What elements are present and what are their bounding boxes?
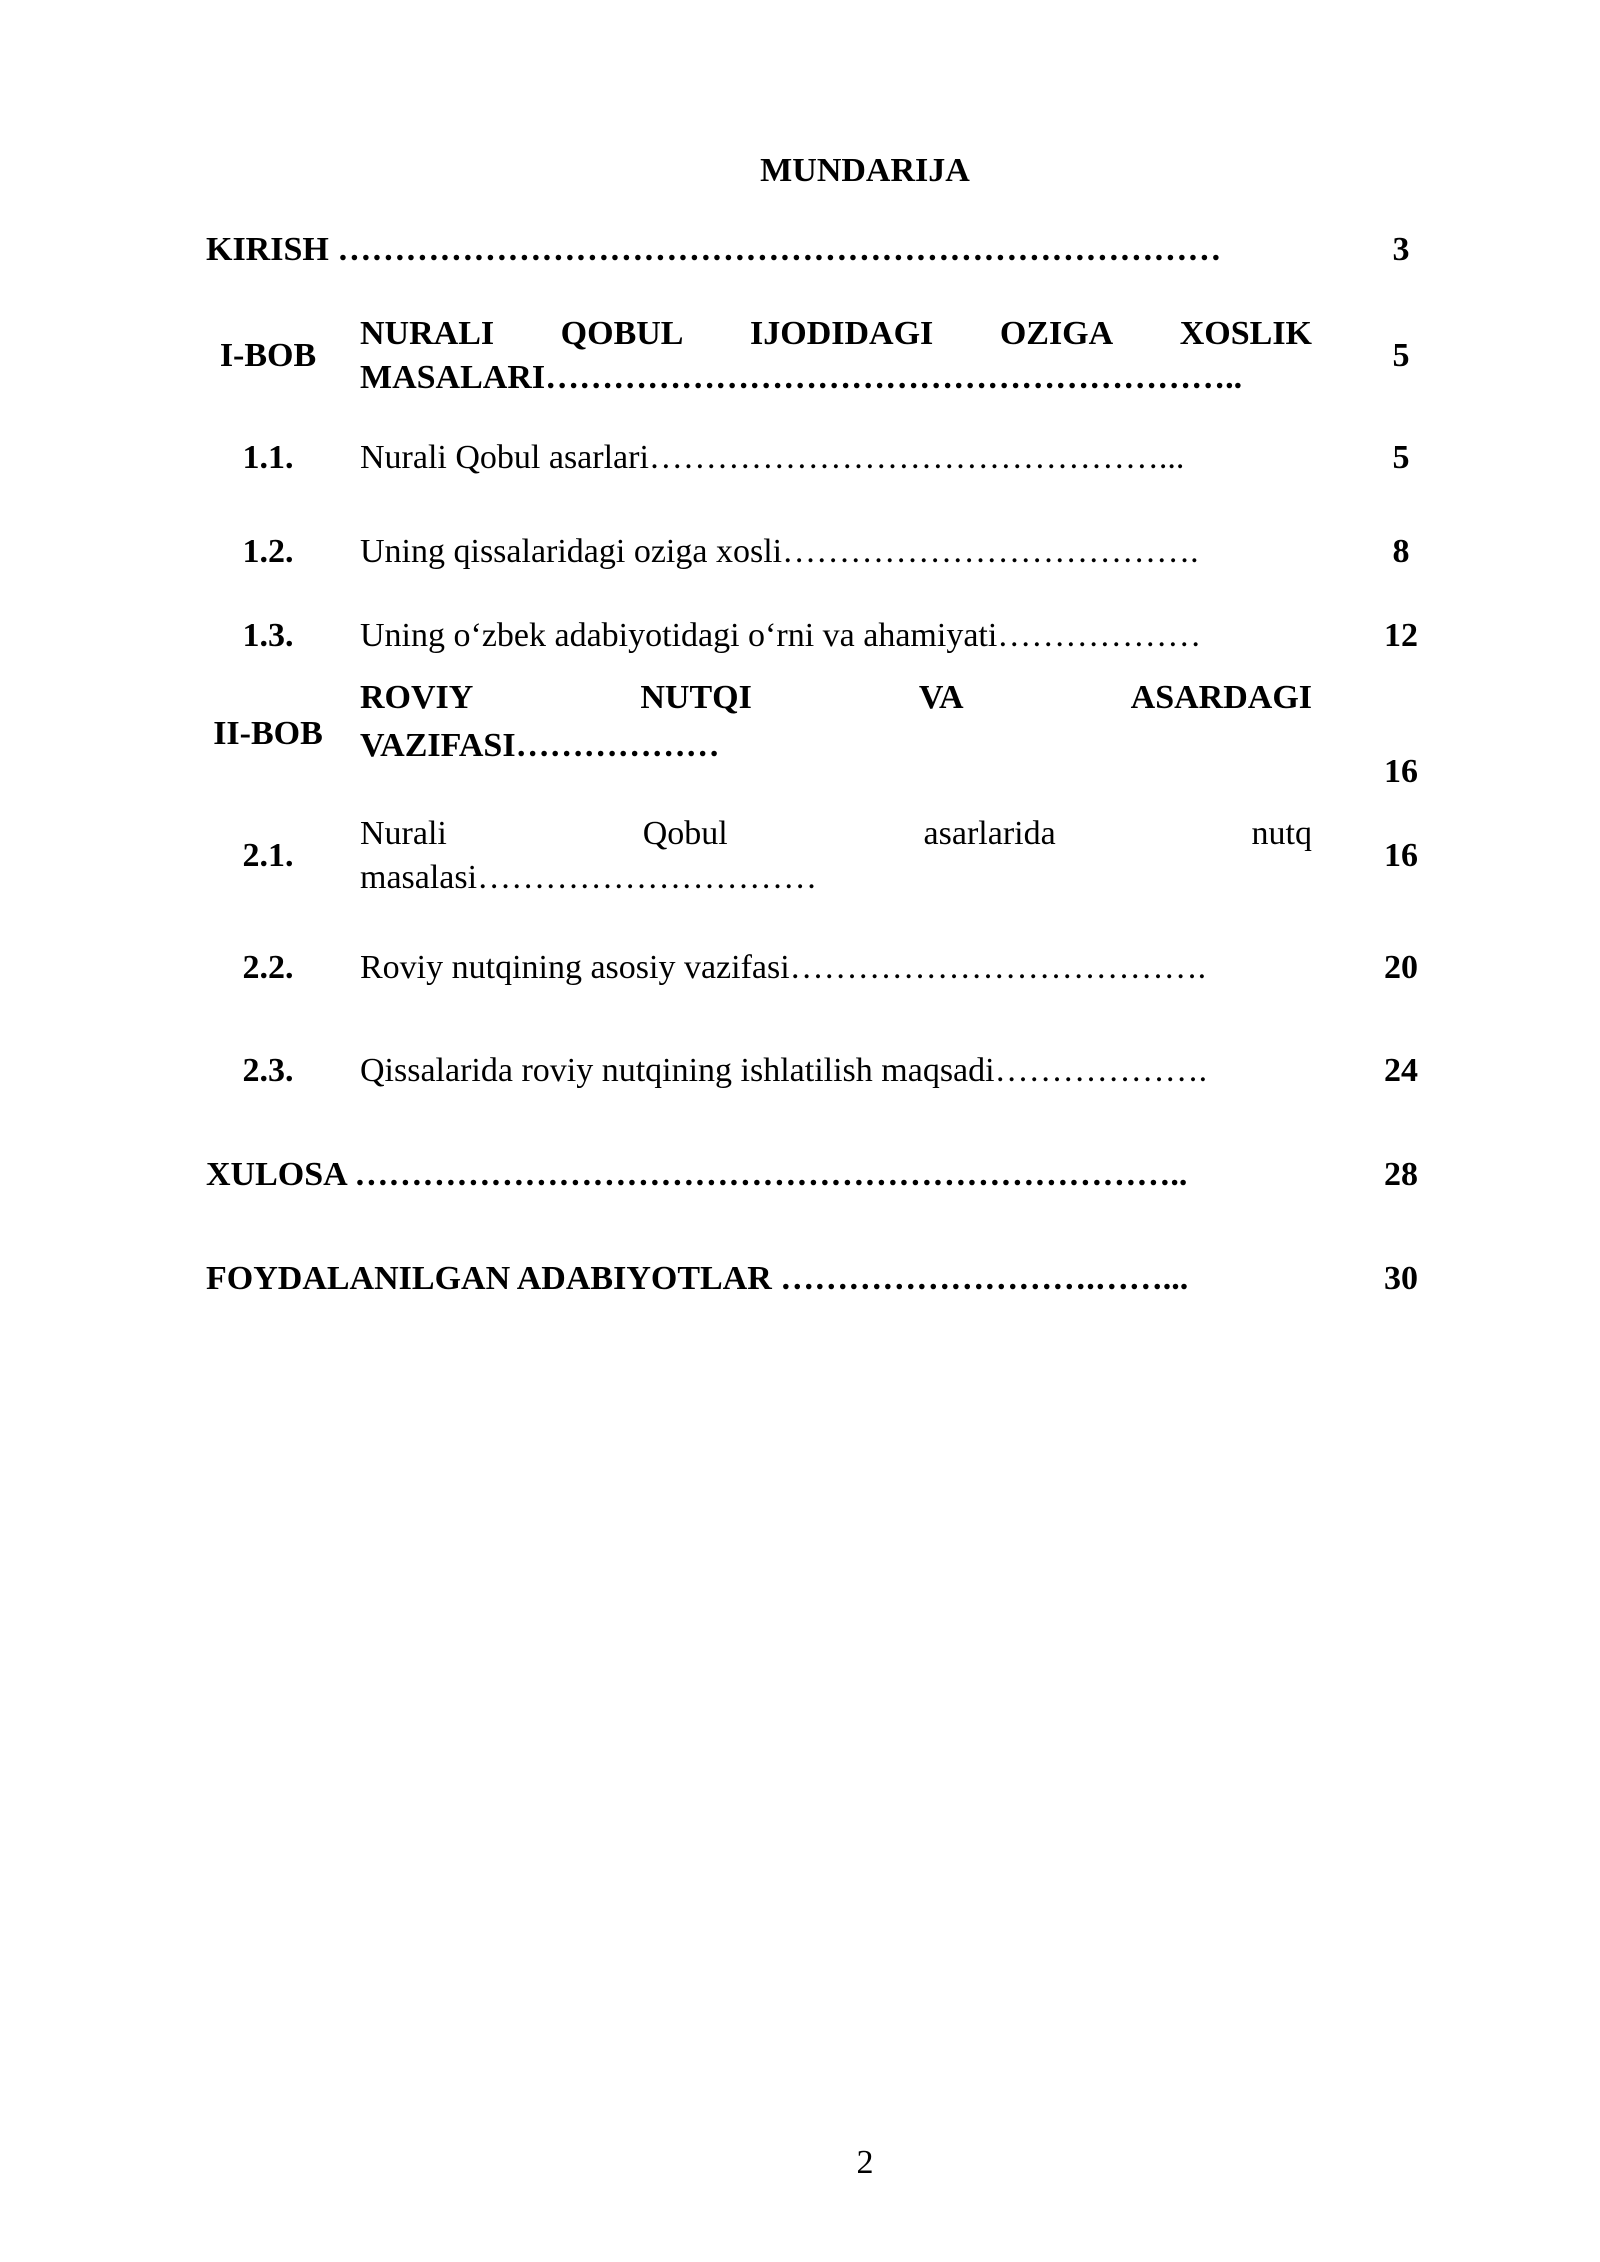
page-number: 2 [856,2144,874,2181]
toc-label: KIRISH [206,231,329,268]
toc-page-number: 3 [1392,231,1410,268]
toc-section-number: 2.2. [242,949,294,986]
toc-entry-chapter-1[interactable] [206,312,1416,400]
toc-page-number: 16 [1384,753,1418,790]
toc-section-number: 1.3. [242,617,294,654]
toc-section-number: 2.1. [242,837,294,874]
toc-entry-2-1[interactable] [206,812,1416,900]
toc-entry-chapter-2[interactable] [206,676,1416,796]
toc-section-title: Roviy nutqining asosiy vazifasi………………………………. [360,949,1207,986]
toc-page-number: 5 [1392,439,1410,476]
toc-page-number: 5 [1392,337,1410,374]
toc-dots: ……………………….……... [771,1260,1189,1297]
toc-section-number: 1.1. [242,439,294,476]
toc-page-number: 30 [1384,1260,1418,1297]
toc-label: XULOSA [206,1156,346,1193]
toc-chapter-title: ROVIY NUTQI VA ASARDAGI VAZIFASI……………… [360,679,1312,764]
toc-section-title: Uning o‘zbek adabiyotidagi o‘rni va ahamiyati……………… [360,617,1202,654]
toc-section-title: Uning qissalaridagi oziga xosli………………………………. [360,533,1199,570]
toc-section-title: Qissalarida roviy nutqining ishlatilish maqsadi………………. [360,1052,1208,1089]
toc-page-number: 8 [1392,533,1410,570]
toc-dots: ……………………………………………………………….. [345,1156,1188,1193]
toc-label: FOYDALANILGAN ADABIYOTLAR [206,1260,772,1297]
toc-page-number: 20 [1384,949,1418,986]
toc-section-number: 1.2. [242,533,294,570]
toc-chapter-title: NURALI QOBUL IJODIDAGI OZIGA XOSLIK MASALARI…………………………………………………….. [360,315,1312,396]
toc-page-number: 24 [1384,1052,1418,1089]
toc-dots: …………………………………………………………………… [328,231,1222,268]
toc-chapter-number: II-BOB [213,715,323,752]
page-title: MUNDARIJA [760,152,970,189]
toc-page-number: 12 [1384,617,1418,654]
toc-page-number: 16 [1384,837,1418,874]
toc-section-title: Nurali Qobul asarlari………………………………………... [360,439,1185,476]
toc-chapter-number: I-BOB [219,337,317,374]
toc-page-number: 28 [1384,1156,1418,1193]
toc-section-title: Nurali Qobul asarlarida nutq masalasi………………………… [360,815,1312,896]
toc-section-number: 2.3. [242,1052,294,1089]
